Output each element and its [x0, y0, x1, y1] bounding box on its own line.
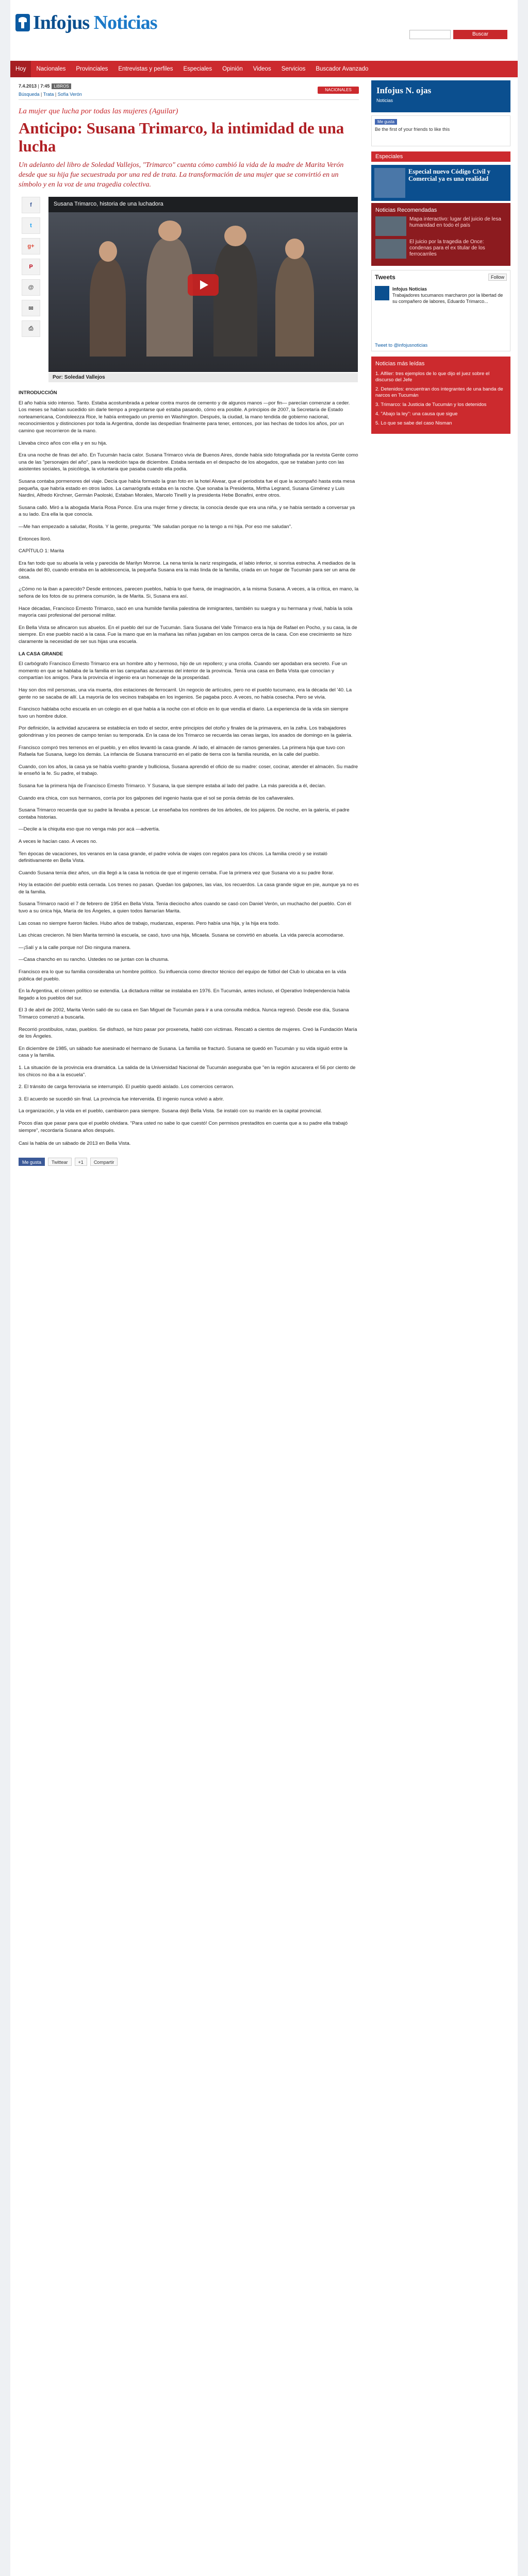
nav-item-especiales[interactable]: Especiales: [183, 66, 212, 72]
sidebar-banner[interactable]: Infojus N. ojas Noticias: [371, 80, 510, 112]
article-paragraph: 2. El tránsito de carga ferroviaria se interrumpió. El pueblo quedó aislado. Los comercios cerraron.: [19, 1084, 235, 1090]
search-input[interactable]: [409, 30, 451, 39]
nav-item-entrevistas-y-perfiles[interactable]: Entrevistas y perfiles: [118, 66, 173, 72]
most-read-item[interactable]: 5. Lo que se sabe del caso Nisman: [375, 420, 452, 426]
category-badge: LIBROS: [52, 83, 71, 89]
article-paragraph: Francisco era lo que su familia consideraba un hombre político. Su influencia como director técnico del equipo de fútbol del Club lo ubicaba en la vida pública del pueblo.: [19, 969, 346, 982]
article-paragraph: En la Argentina, el crimen político se extendía. La dictadura militar se instalaba en 1976. En Tucumán, antes incluso, el Operativo Independencia había llegado a los pueblos del sur.: [19, 988, 350, 1001]
googleplus-share-icon[interactable]: g+: [22, 238, 40, 255]
article-paragraph: Susana fue la primera hija de Francisco Ernesto Trimarco. Y Susana, la que siempre estaba al lado del padre. La más parecida a él, decían.: [19, 783, 326, 789]
article-paragraph: Era una noche de finas del año. En Tucumán hacía calor. Susana Trimarco vivía de Buenos Aires, donde había sido fotografiada por la revista Gente como una de las "personajes del año", para la reedición tapa de diciembre. Estaba sentada en el despacho de los abogados, que se trataban junto con las asistentes sociales, la psicóloga, la voluntaria que pasaba cuando ella podía.: [19, 452, 358, 472]
play-icon[interactable]: [188, 274, 219, 296]
article-media: [19, 197, 359, 382]
most-read-item[interactable]: 4. "Abajo la ley": una causa que sigue: [375, 411, 458, 417]
article-paragraph: El 3 de abril de 2002, Marita Verón salió de su casa en San Miguel de Tucumán para ir a una consulta médica. Nunca regresó. Desde ese día, Susana Trimarco comenzó a buscarla.: [19, 1007, 349, 1020]
header: [10, 0, 518, 41]
article-paragraph: En Bella Vista se afincaron sus abuelos. En el pueblo del sur de Tucumán. Sara Susana del Valle Trimarco era la hija de Rafael en Pocho, y su casa, la de siempre. En ese pueblo nació a la casa. Fue la mano que en la mañana las niñas jugaban en los campos cerca de la casa. Con ese crecimiento se hizo claramente la necesidad de ser sus hijas una escuela.: [19, 624, 357, 645]
article-paragraph: Francisco compró tres terrenos en el pueblo, y en ellos levantó la casa grande. Al lado, el almacén de ramos generales. La primera hija que tuvo con Rafaela fue Susana, luego los demás. La infancia de Susana transcurrió en el patio de tierra con la familia reunida, en la calle del pueblo.: [19, 744, 345, 758]
breadcrumb: Búsqueda | Trata | Sofía Verón: [19, 92, 82, 97]
article-paragraph: A veces le hacían caso. A veces no.: [19, 838, 97, 844]
plusone-button[interactable]: +1: [75, 1158, 87, 1166]
article-paragraph: Por definición, la actividad azucarera se establecía en todo el sector, entre principios del otoño y finales de la primavera, en la zafra. Los trabajadores golondrinas y los peones de campo tenían su temporada. En la casa de los Trimarco se recuerda las cenas largas, los asados de domingo en la galería.: [19, 725, 353, 738]
section-pill[interactable]: NACIONALES: [318, 87, 359, 94]
video-title: Susana Trimarco, historia de una luchadora: [54, 201, 163, 207]
section-heading: LA CASA GRANDE: [19, 651, 63, 657]
article-paragraph: Susana Trimarco nació el 7 de febrero de 1954 en Bella Vista. Tenía dieciocho años cuando se casó con Daniel Verón, un muchacho del pueblo. Con él tuvo a su única hija, María de los Ángeles, a quien todos llamarían Marita.: [19, 901, 351, 914]
logo-text: Infojus Noticias: [33, 12, 157, 33]
article-date: 7.4.2013 | 7:45 LIBROS: [19, 83, 71, 89]
breadcrumb-item[interactable]: Trata: [43, 92, 54, 97]
article-paragraph: ¿Cómo no la iban a parecido? Desde entonces, parecen pueblos, había lo que fuera, de imaginación, a la misma Susana. A veces, a la crítica, en mano, la señora de los fotos de su primera comunión, la de Marita. Si, Susana era así.: [19, 586, 359, 600]
recommended-item[interactable]: El juicio por la tragedia de Once: condenas para el ex titular de los ferrocarriles: [375, 239, 506, 259]
author-byline: Por: Soledad Vallejos: [48, 373, 358, 382]
article-summary: Un adelanto del libro de Soledad Vallejos, "Trimarco" cuenta cómo cambió la vida de la madre de Marita Verón desde que su hija fue secuestrada por una red de trata. La transformación de una mujer que se convirtió en un símbolo y en la voz de una tragedia colectiva.: [19, 161, 344, 189]
facebook-like-button[interactable]: Me gusta: [19, 1158, 45, 1166]
article-paragraph: Ten épocas de vacaciones, los veranos en la casa grande, el padre volvía de viajes con regalos para los chicos. La familia creció y se instaló definitivamente en Bella Vista.: [19, 851, 327, 864]
print-icon[interactable]: ⎙: [22, 320, 40, 337]
share-bar: [19, 1157, 359, 1167]
article-paragraph: En diciembre de 1985, un sábado fue asesinado el hermano de Susana. La familia se fracturó. Susana se quedó en Tucumán y su vida siguió entre la casa y la familia.: [19, 1045, 348, 1059]
article-paragraph: Cuando era chica, con sus hermanos, corría por los galpones del ingenio hasta que el sol se ponía detrás de los cañaverales.: [19, 795, 294, 801]
twitter-share-icon[interactable]: t: [22, 217, 40, 234]
follow-button[interactable]: Follow: [488, 274, 507, 281]
search-button[interactable]: Buscar: [453, 30, 507, 39]
article-title: Anticipo: Susana Trimarco, la intimidad de una lucha: [19, 119, 344, 155]
most-read-item[interactable]: 3. Trimarco: la Justicia de Tucumán y los detenidos: [375, 402, 487, 408]
article-paragraph: —Decile a la chiquita eso que no venga más por acá —advertía.: [19, 826, 160, 833]
logo-mark-icon: [15, 14, 30, 31]
article-paragraph: Pocos días que pasar para que el pueblo olvidara. "Para usted no sabe lo que cuestó! Con permisos prestaditos en cuenta que a su padre ella trabajó siempre", recordaría Susana años después.: [19, 1120, 348, 1133]
main-nav: [10, 61, 518, 77]
article-paragraph: Cuando Susana tenía diez años, un día llegó a la casa la noticia de que el ingenio cerraba. Fue la primera vez que Susana vio a su padre llorar.: [19, 870, 334, 876]
article-paragraph: Hace décadas, Francisco Ernesto Trimarco, sacó en una humilde familia palestina de inmigrantes, también su suegra y su hermana y rival, había la sola mayoría casi profesional del personal militar.: [19, 605, 353, 619]
article-paragraph: El carbógrafo Francisco Ernesto Trimarco era un hombre alto y hermoso, hijo de un repollero; y una criolla. Cuando ser apodaban era secreto. Fue un momento en que se hablaba de la familia en las campañas azucareras del interior de la provincia. Tenía una casa en Bella Vista que conocían y compartían los amigos. Para la provincia el ingenio era un homenaje de la prosperidad.: [19, 661, 348, 681]
article-paragraph: —¡Salí y a la calle porque no! Dio ninguna manera.: [19, 944, 131, 951]
article-paragraph: 3. El acuerdo se sucedió sin final. La provincia fue intervenida. El ingenio nunca volvió a abrir.: [19, 1096, 224, 1102]
article-paragraph: El año había sido intenso. Tanto. Estaba acostumbrada a pelear contra muros de cemento y de algunos manos —por fin— parecían comenzar a ceder. Los meses se habían sucedido sin darle tiempo a preguntarse qué estaba pasando, cómo era posible. A principios de 2007, la Secretaría de Estado norteamericana, Condoleezza Rice, le había entregado un premio en Washington. Después, la ciudad, la mano tendida de gobierno nacional, reconocimientos y distinciones por toda la Argentina, donde las despedían finalmente para tener, entonces, por las hechas de todos los años, por un camino que recorrieron de la mano.: [19, 400, 350, 434]
specials-heading: Especiales: [371, 151, 510, 162]
article-paragraph: Hoy la estación del pueblo está cerrada. Los trenes no pasan. Quedan los galpones, las vías, los recuerdos. La casa grande sigue en pie, aunque ya no es de la familia.: [19, 882, 359, 895]
mail-share-icon[interactable]: ✉: [22, 300, 40, 316]
article-paragraph: CAPÍTULO 1: Marita: [19, 548, 64, 554]
article-paragraph: 1. La situación de la provincia era dramática. La salida de la Universidad Nacional de Tucumán aseguraba que "en la región azucarera el 56 por ciento de los chicos no iba a la escuela".: [19, 1064, 356, 1078]
article-column: [19, 80, 359, 1167]
nav-item-nacionales[interactable]: Nacionales: [36, 66, 66, 72]
email-share-icon[interactable]: @: [22, 279, 40, 296]
article-paragraph: Las cosas no siempre fueron fáciles. Hubo años de trabajo, mudanzas, esperas. Pero había una hija, y la hija era todo.: [19, 920, 280, 926]
article-paragraph: Susana Trimarco recuerda que su padre la llevaba a pescar. Le enseñaba los nombres de los árboles, de los pájaros. De noche, en la galería, el padre contaba historias.: [19, 807, 350, 820]
recommended-item[interactable]: Mapa interactivo: lugar del juicio de lesa humanidad en todo el país: [375, 216, 506, 236]
nav-item-hoy[interactable]: Hoy: [10, 61, 31, 77]
nav-item-servicios[interactable]: Servicios: [281, 66, 306, 72]
video-player[interactable]: [48, 197, 358, 372]
facebook-widget: Me gusta Be the first of your friends to like this: [371, 115, 510, 146]
article-body: [19, 389, 359, 1167]
article-paragraph: Susana calló. Miró a la abogada María Rosa Ponce. Era una mujer firme y directa; la conocía desde que era una niña, y se había sentado a conversar ya a su lado. Era ella la que conocía.: [19, 504, 355, 518]
article-paragraph: Llevaba cinco años con ella y en su hija.: [19, 440, 107, 446]
tweet-button[interactable]: Twittear: [48, 1158, 72, 1166]
breadcrumb-item[interactable]: Sofía Verón: [57, 92, 82, 97]
article-paragraph: Las chicas crecieron. Ni bien Marita terminó la escuela, se casó, tuvo una hija, Micaela. Susana se convirtió en abuela. La vida parecía acomodarse.: [19, 933, 344, 939]
promo-thumbnail: [374, 168, 405, 198]
nav-item-videos[interactable]: Videos: [253, 66, 271, 72]
article-paragraph: Cuando, con los años, la casa ya se había vuelto grande y bulliciosa, Susana aprendió el oficio de su madre: coser, cocinar, atender el almacén. Su madre le enseñó la fe. Su padre, el trabajo.: [19, 764, 358, 777]
article-paragraph: Entonces lloró.: [19, 536, 52, 542]
article-paragraph: Recorrió prostíbulos, rutas, pueblos. Se disfrazó, se hizo pasar por proxeneta, habló con víctimas. Rescató a cientos de mujeres. Creó la Fundación María de los Ángeles.: [19, 1026, 357, 1040]
article-paragraph: —Casa chancho en su rancho. Ustedes no se juntan con la chusma.: [19, 957, 169, 963]
facebook-share-icon[interactable]: f: [22, 197, 40, 213]
article-paragraph: —Me han empezado a saludar, Rosita. Y la gente, pregunta: "Me saludan porque no la tengo a mi hija. Por eso me saludan".: [19, 523, 292, 530]
author-name[interactable]: Soledad Vallejos: [64, 375, 105, 380]
article-closing: Casi la habla de un sábado de 2013 en Bella Vista.: [19, 1141, 131, 1147]
section-heading: INTRODUCCIÓN: [19, 390, 57, 396]
site-logo[interactable]: [15, 11, 157, 34]
article-paragraph: Francisco hablaba ocho escuela en un colegio en el que había a la noche con el oficio en lo que vendía el diario. La experiencia de la vida sin siempre tuvo un hombre dulce.: [19, 706, 349, 719]
twitter-widget: Tweets Follow Infojus Noticias Trabajadores tucumanos marcharon por la libertad de su compañero de labores, Eduardo Trimarco... Tweet to @infojusnoticias: [371, 270, 510, 351]
nav-item-buscador-avanzado[interactable]: Buscador Avanzado: [316, 66, 369, 72]
most-read: Noticias más leídas 1. Alfiler: tres ejemplos de lo que dijo el juez sobre el discurso del Jefe 2. Detenidos: encuentran dos integrantes de una banda de narcos en Tucumán 3. Trimarco: la Justicia de Tucumán y los detenidos 4. "Abajo la ley": una causa que sigue 5. Lo que se sabe del caso Nisman: [371, 357, 510, 434]
tweet-to-link[interactable]: Tweet to @infojusnoticias: [375, 343, 428, 348]
article-paragraph: La organización, y la vida en el pueblo, cambiaron para siempre. Susana dejó Bella Vista. Se instaló con su marido en la capital provincial.: [19, 1108, 322, 1114]
share-sidebar: [19, 197, 43, 341]
facebook-like-button[interactable]: Me gusta: [375, 119, 397, 125]
most-read-item[interactable]: 2. Detenidos: encuentran dos integrantes de una banda de narcos en Tucumán: [375, 386, 503, 398]
most-read-item[interactable]: 1. Alfiler: tres ejemplos de lo que dijo el juez sobre el discurso del Jefe: [375, 371, 490, 383]
recommended-news: Noticias Recomendadas Mapa interactivo: lugar del juicio de lesa humanidad en todo el país El juicio por la tragedia de Once: condenas para el ex titular de los ferrocarriles: [371, 203, 510, 266]
nav-item-provinciales[interactable]: Provinciales: [76, 66, 108, 72]
avatar[interactable]: [375, 286, 389, 300]
page: [10, 0, 518, 2576]
article-meta-bar: [19, 80, 359, 100]
special-promo[interactable]: Especial nuevo Código Civil y Comercial ya es una realidad: [371, 165, 510, 201]
sidebar: [371, 80, 510, 434]
article-paragraph: Era fan todo que su abuela la vela y parecida de Marilyn Monroe. La nena tenía la nariz respingada, el labio inferior, si sonrisa estrecha. A mediados de la década del 80, cuando entraba en la adolescencia, la pequeña Susana era la más linda de la familia, criada en un hogar de Tucumán para ser un ama de casa.: [19, 560, 356, 580]
tweet: Infojus Noticias Trabajadores tucumanos marcharon por la libertad de su compañero de labores, Eduardo Trimarco...: [375, 286, 507, 304]
article-kicker: La mujer que lucha por todas las mujeres (Aguilar): [19, 107, 178, 115]
article-paragraph: Susana contaba pormenores del viaje. Decía que había formado la gran foto en la hotel Alvear, que el periodista fue el que la acompañó hasta esta mesa pequeña, que habría estado en otros lados. La camarógrafa estaba en la noche. Que sonaba la Presidenta, Mirtha Legrand, Susana Giménez y Luis Nardini, Alfredo Kirchner, Germán Paoloski, Estaban Morales, Marcelo Tinelli y la presidenta Hebe Bonafini, entre otros.: [19, 478, 355, 499]
breadcrumb-item[interactable]: Búsqueda: [19, 92, 40, 97]
pinterest-share-icon[interactable]: P: [22, 259, 40, 275]
share-button[interactable]: Compartir: [90, 1158, 118, 1166]
article-paragraph: Hay son dos mil personas, una vía muerta, dos estaciones de ferrocarril. Un negocio de artículos, pero no el pueblo tucumano, era la década del '40. La gente no se sacaba de allí. La mayoría de los vecinos trabajaba en los ingenios. Se pagaba poco. A veces, no había cosecha. Pero se vivía.: [19, 687, 352, 700]
nav-item-opinio-n[interactable]: Opinión: [222, 66, 243, 72]
